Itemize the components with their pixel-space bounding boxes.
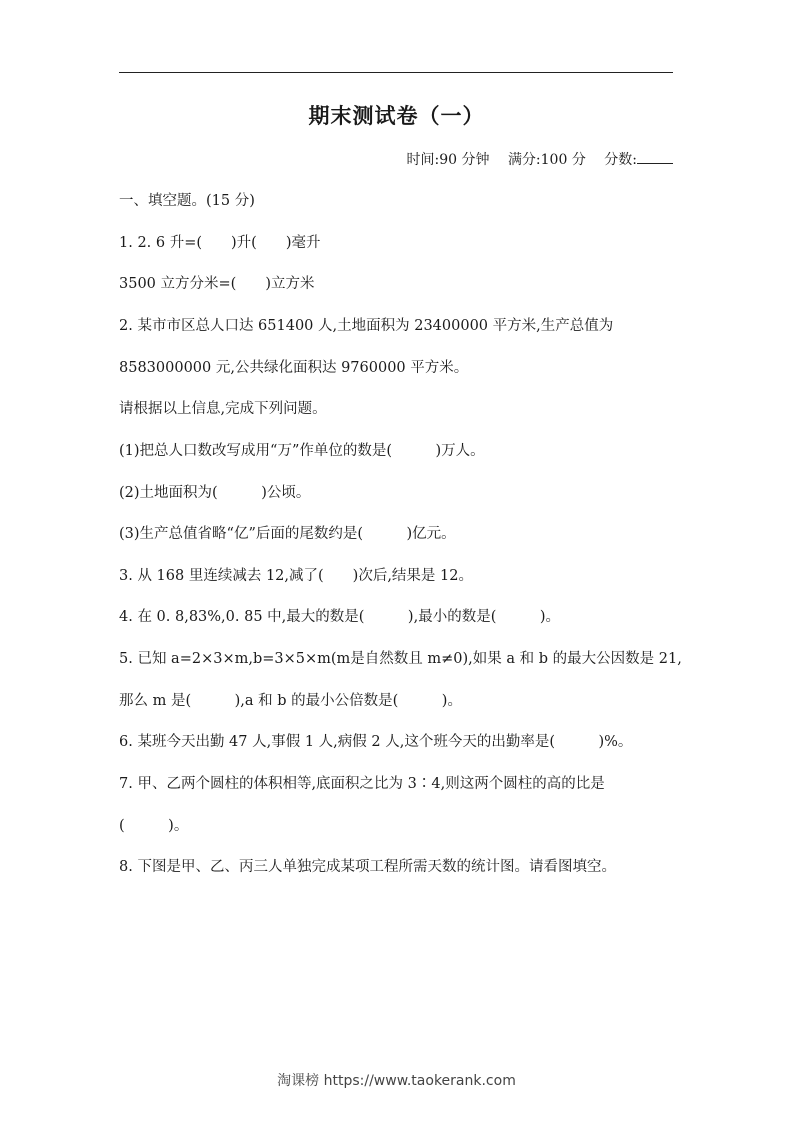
question-line: 8583000000 元,公共绿化面积达 9760000 平方米。 xyxy=(119,360,469,376)
question-line: 8. 下图是甲、乙、丙三人单独完成某项工程所需天数的统计图。请看图填空。 xyxy=(119,859,616,875)
footer-watermark: 淘课榜 https://www.taokerank.com xyxy=(277,1073,516,1089)
score-blank xyxy=(637,150,673,164)
question-line: 2. 某市市区总人口达 651400 人,土地面积为 23400000 平方米,生产总值为 xyxy=(119,318,614,334)
question-line: ( )。 xyxy=(119,818,189,834)
question-line: 7. 甲、乙两个圆柱的体积相等,底面积之比为 3∶4,则这两个圆柱的高的比是 xyxy=(119,776,605,792)
question-line: 那么 m 是( ),a 和 b 的最小公倍数是( )。 xyxy=(119,693,462,709)
question-line: 请根据以上信息,完成下列问题。 xyxy=(119,401,327,417)
question-line: 1. 2. 6 升=( )升( )毫升 xyxy=(119,235,321,251)
question-line: 4. 在 0. 8,83%,0. 85 中,最大的数是( ),最小的数是( )。 xyxy=(119,609,561,625)
exam-score-label: 分数: xyxy=(604,152,637,168)
section-heading: 一、填空题。(15 分) xyxy=(119,193,255,209)
question-line: 3. 从 168 里连续减去 12,减了( )次后,结果是 12。 xyxy=(119,568,473,584)
question-line: 5. 已知 a=2×3×m,b=3×5×m(m是自然数且 m≠0),如果 a 和 b 的最大公因数是 21, xyxy=(119,651,682,667)
exam-full-score: 满分:100 分 xyxy=(507,152,586,168)
exam-meta xyxy=(393,149,674,169)
question-line: (2)土地面积为( )公顷。 xyxy=(119,485,311,501)
question-line: 6. 某班今天出勤 47 人,事假 1 人,病假 2 人,这个班今天的出勤率是( )%。 xyxy=(119,734,633,750)
page-title: 期末测试卷（一） xyxy=(308,104,485,128)
question-line: 3500 立方分米=( )立方米 xyxy=(119,276,315,292)
top-rule xyxy=(119,72,673,73)
question-line: (1)把总人口数改写成用“万”作单位的数是( )万人。 xyxy=(119,443,485,459)
exam-time: 时间:90 分钟 xyxy=(406,152,490,168)
question-line: (3)生产总值省略“亿”后面的尾数约是( )亿元。 xyxy=(119,526,456,542)
